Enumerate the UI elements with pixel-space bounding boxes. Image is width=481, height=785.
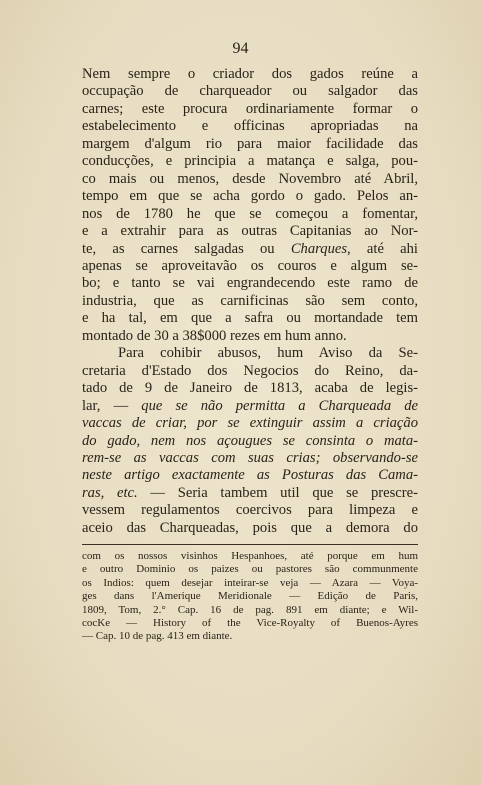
text-line: nos de 1780 he que se começou a fomentar, — [82, 205, 418, 222]
text-segment: , até ahi — [347, 240, 418, 257]
text-line: e a extrahir para as outras Capitanias ao Nor- — [82, 223, 418, 240]
text-line: e ha tal, em que a safra ou mortandade tem — [82, 310, 418, 327]
text-line: estabelecimento e officinas apropriadas na — [82, 118, 418, 135]
text-line: occupação de charqueador ou salgador das — [82, 83, 418, 100]
italic-line: do gado, nem nos açougues se consinta o mata- — [82, 432, 418, 449]
footnote — [82, 550, 418, 644]
text-line: vessem regulamentos coercivos para limpeza e — [82, 502, 418, 519]
text-line: margem d'algum rio para maior facilidade das — [82, 135, 418, 152]
italic-segment: ras, etc. — [82, 484, 138, 501]
text-line: aceio das Charqueadas, pois que a demora do — [82, 519, 418, 536]
text-line: apenas se aproveitavão os couros e algum se- — [82, 257, 418, 274]
page-number: 94 — [232, 40, 249, 57]
text-line: conducções, e principia a matança e salga, pou- — [82, 153, 418, 170]
footnote-divider — [82, 544, 418, 545]
footnote-line: cocKe — History of the Vice-Royalty of Buenos-Ayres — [82, 617, 418, 630]
text-segment: — Seria tambem util que se prescre- — [137, 484, 418, 501]
footnote-line: com os nossos visinhos Hespanhoes, até porque em hum — [82, 550, 418, 562]
footnote-line: — Cap. 10 de pag. 413 em diante. — [82, 630, 233, 643]
text-line: cretaria d'Estado dos Negocios do Reino, da- — [82, 362, 418, 379]
text-line: co mais ou menos, desde Novembro até Abril, — [82, 170, 418, 187]
main-text — [82, 66, 418, 537]
italic-line: neste artigo exactamente as Posturas das Cama- — [82, 467, 418, 484]
text-line-quote-start — [82, 398, 418, 415]
text-segment: te, as carnes salgadas ou — [82, 240, 275, 257]
text-line-quote-end — [82, 485, 418, 502]
text-line-charques — [82, 241, 418, 258]
footnote-line: ges dans l'Amerique Meridionale — Edição de Paris, — [82, 590, 418, 603]
text-line: Nem sempre o criador dos gados reúne a — [82, 66, 418, 82]
italic-word: Charques — [290, 240, 348, 257]
text-segment: lar, — — [82, 397, 129, 414]
footnote-line: 1809, Tom, 2.° Cap. 16 de pag. 891 em diante; e Wil- — [82, 603, 418, 616]
text-line: industria, que as carnificinas são sem conto, — [82, 292, 418, 309]
text-line: bo; e tanto se vai engrandecendo este ramo de — [82, 275, 418, 292]
footnote-line: os Indios: quem desejar inteirar-se veja — Azara — Voya- — [82, 576, 418, 589]
italic-quote: que se não permitta a Charqueada de — [141, 397, 418, 414]
footnote-line: e outro Dominio os paizes ou pastores são communmente — [82, 563, 418, 576]
text-line: tado de 9 de Janeiro de 1813, acaba de legis- — [82, 380, 418, 397]
text-line: carnes; este procura ordinariamente formar o — [82, 100, 418, 117]
paragraph-start: Para cohibir abusos, hum Aviso da Se- — [118, 345, 418, 362]
text-line: montado de 30 a 38$000 rezes em hum anno. — [82, 327, 347, 344]
italic-line: rem-se as vaccas com suas crias; observando-se — [82, 449, 418, 466]
text-line: tempo em que se acha gordo o gado. Pelos an- — [82, 188, 418, 205]
italic-line: vaccas de criar, por se extinguir assim a criação — [82, 415, 418, 432]
